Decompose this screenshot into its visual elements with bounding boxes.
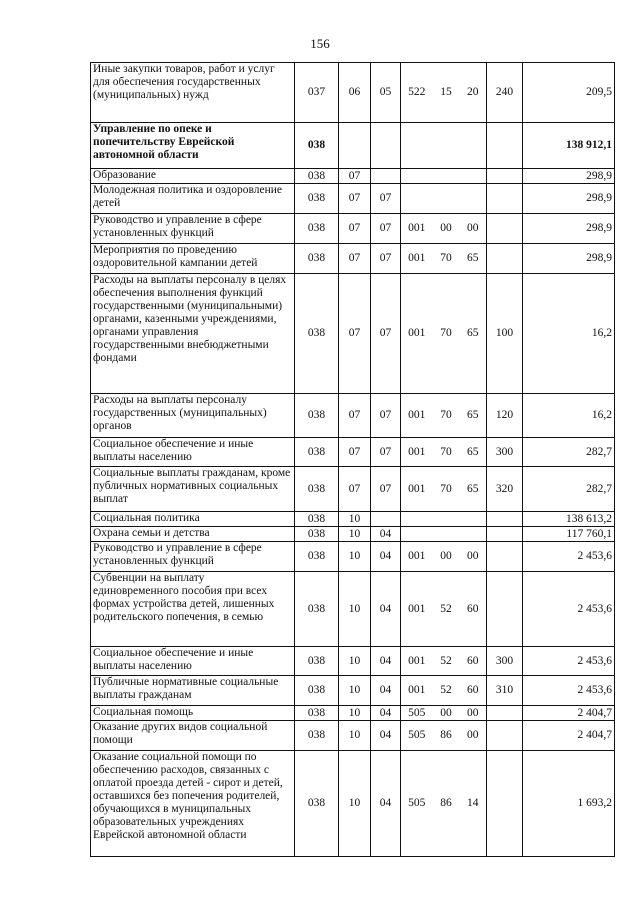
target-article-part2-cell	[433, 123, 460, 169]
target-article-part1-cell: 505	[401, 751, 433, 857]
amount-cell: 209,5	[523, 63, 615, 123]
section-code-cell: 07	[339, 438, 371, 467]
amount-cell: 282,7	[523, 467, 615, 512]
ved-code-cell: 038	[295, 394, 339, 438]
section-code-cell: 10	[339, 542, 371, 572]
table-row	[91, 706, 615, 721]
amount-cell: 138 613,2	[523, 512, 615, 527]
expense-type-cell: 240	[487, 63, 523, 123]
target-article-part3-cell: 60	[460, 647, 487, 676]
ved-code-cell: 038	[295, 647, 339, 676]
subsection-code-cell: 07	[371, 438, 401, 467]
amount-cell: 298,9	[523, 244, 615, 274]
section-code-cell: 10	[339, 721, 371, 751]
target-article-part3-cell: 60	[460, 676, 487, 706]
expense-type-cell: 300	[487, 647, 523, 676]
target-article-part2-cell: 70	[433, 274, 460, 394]
amount-cell: 16,2	[523, 394, 615, 438]
ved-code-cell: 038	[295, 527, 339, 542]
section-code-cell: 10	[339, 647, 371, 676]
target-article-part1-cell: 505	[401, 706, 433, 721]
ved-code-cell: 038	[295, 184, 339, 214]
expense-type-cell	[487, 542, 523, 572]
target-article-part3-cell: 00	[460, 542, 487, 572]
ved-code-cell: 038	[295, 274, 339, 394]
amount-cell: 16,2	[523, 274, 615, 394]
target-article-part2-cell: 52	[433, 572, 460, 647]
expense-type-cell: 310	[487, 676, 523, 706]
target-article-part1-cell: 001	[401, 542, 433, 572]
subsection-code-cell: 04	[371, 706, 401, 721]
amount-cell: 2 453,6	[523, 572, 615, 647]
subsection-code-cell: 04	[371, 647, 401, 676]
table-body	[91, 63, 615, 857]
section-code-cell: 07	[339, 214, 371, 244]
target-article-part1-cell: 522	[401, 63, 433, 123]
subsection-code-cell	[371, 169, 401, 184]
target-article-part1-cell: 505	[401, 721, 433, 751]
row-name-cell: Расходы на выплаты персоналу в целях обеспечения выполнения функций государственными (муниципальными) органами, казенными учреждениями, органами управления государственными внебюджетными фондами	[91, 274, 295, 394]
ved-code-cell: 038	[295, 721, 339, 751]
target-article-part2-cell: 00	[433, 542, 460, 572]
target-article-part3-cell	[460, 169, 487, 184]
target-article-part1-cell	[401, 169, 433, 184]
table-row	[91, 676, 615, 706]
table-row	[91, 647, 615, 676]
subsection-code-cell: 04	[371, 676, 401, 706]
target-article-part1-cell: 001	[401, 572, 433, 647]
table-row	[91, 214, 615, 244]
section-code-cell	[339, 123, 371, 169]
table-row	[91, 63, 615, 123]
target-article-part3-cell: 14	[460, 751, 487, 857]
expense-type-cell: 300	[487, 438, 523, 467]
subsection-code-cell: 07	[371, 274, 401, 394]
table-row	[91, 467, 615, 512]
target-article-part1-cell: 001	[401, 394, 433, 438]
row-name-cell: Расходы на выплаты персоналу государственных (муниципальных) органов	[91, 394, 295, 438]
target-article-part2-cell: 00	[433, 214, 460, 244]
target-article-part1-cell: 001	[401, 244, 433, 274]
subsection-code-cell: 07	[371, 467, 401, 512]
row-name-cell: Публичные нормативные социальные выплаты гражданам	[91, 676, 295, 706]
ved-code-cell: 038	[295, 751, 339, 857]
subsection-code-cell: 04	[371, 751, 401, 857]
table-row	[91, 123, 615, 169]
target-article-part3-cell: 00	[460, 721, 487, 751]
row-name-cell: Социальное обеспечение и иные выплаты населению	[91, 647, 295, 676]
target-article-part2-cell	[433, 512, 460, 527]
target-article-part3-cell	[460, 527, 487, 542]
ved-code-cell: 038	[295, 572, 339, 647]
amount-cell: 2 404,7	[523, 706, 615, 721]
row-name-cell: Руководство и управление в сфере установленных функций	[91, 214, 295, 244]
target-article-part1-cell	[401, 512, 433, 527]
amount-cell: 298,9	[523, 184, 615, 214]
expense-type-cell	[487, 572, 523, 647]
target-article-part1-cell	[401, 123, 433, 169]
target-article-part1-cell: 001	[401, 676, 433, 706]
target-article-part2-cell: 70	[433, 438, 460, 467]
section-code-cell: 10	[339, 706, 371, 721]
amount-cell: 117 760,1	[523, 527, 615, 542]
ved-code-cell: 038	[295, 169, 339, 184]
target-article-part1-cell	[401, 184, 433, 214]
section-code-cell: 10	[339, 527, 371, 542]
expense-type-cell	[487, 214, 523, 244]
target-article-part3-cell: 00	[460, 214, 487, 244]
target-article-part2-cell: 52	[433, 676, 460, 706]
subsection-code-cell: 04	[371, 721, 401, 751]
amount-cell: 298,9	[523, 214, 615, 244]
target-article-part1-cell: 001	[401, 438, 433, 467]
table-row	[91, 527, 615, 542]
row-name-cell: Социальная политика	[91, 512, 295, 527]
expense-type-cell	[487, 169, 523, 184]
table-row	[91, 512, 615, 527]
target-article-part3-cell: 65	[460, 438, 487, 467]
target-article-part1-cell: 001	[401, 274, 433, 394]
amount-cell: 2 404,7	[523, 721, 615, 751]
amount-cell: 1 693,2	[523, 751, 615, 857]
section-code-cell: 10	[339, 512, 371, 527]
section-code-cell: 10	[339, 676, 371, 706]
expense-type-cell	[487, 751, 523, 857]
ved-code-cell: 038	[295, 244, 339, 274]
section-code-cell: 06	[339, 63, 371, 123]
section-code-cell: 10	[339, 572, 371, 647]
ved-code-cell: 037	[295, 63, 339, 123]
section-code-cell: 07	[339, 169, 371, 184]
target-article-part2-cell	[433, 527, 460, 542]
table-row	[91, 721, 615, 751]
target-article-part3-cell: 65	[460, 394, 487, 438]
ved-code-cell: 038	[295, 512, 339, 527]
target-article-part3-cell	[460, 123, 487, 169]
amount-cell: 2 453,6	[523, 647, 615, 676]
expense-type-cell	[487, 721, 523, 751]
section-code-cell: 07	[339, 467, 371, 512]
target-article-part2-cell	[433, 169, 460, 184]
target-article-part2-cell: 86	[433, 721, 460, 751]
expense-type-cell	[487, 123, 523, 169]
expense-type-cell	[487, 244, 523, 274]
target-article-part3-cell	[460, 184, 487, 214]
subsection-code-cell: 04	[371, 572, 401, 647]
target-article-part2-cell: 70	[433, 467, 460, 512]
target-article-part3-cell: 65	[460, 467, 487, 512]
section-code-cell: 07	[339, 244, 371, 274]
expense-type-cell: 320	[487, 467, 523, 512]
table-row	[91, 751, 615, 857]
row-name-cell: Социальная помощь	[91, 706, 295, 721]
row-name-cell: Субвенции на выплату единовременного пособия при всех формах устройства детей, лишенных родительского попечения, в семью	[91, 572, 295, 647]
ved-code-cell: 038	[295, 542, 339, 572]
amount-cell: 282,7	[523, 438, 615, 467]
section-code-cell: 07	[339, 274, 371, 394]
target-article-part2-cell: 86	[433, 751, 460, 857]
table-row	[91, 184, 615, 214]
target-article-part3-cell: 60	[460, 572, 487, 647]
subsection-code-cell: 07	[371, 394, 401, 438]
target-article-part3-cell: 20	[460, 63, 487, 123]
target-article-part2-cell: 70	[433, 244, 460, 274]
target-article-part1-cell: 001	[401, 647, 433, 676]
section-code-cell: 07	[339, 394, 371, 438]
ved-code-cell: 038	[295, 706, 339, 721]
subsection-code-cell: 07	[371, 244, 401, 274]
page-number: 156	[310, 36, 330, 51]
target-article-part3-cell: 00	[460, 706, 487, 721]
target-article-part3-cell: 65	[460, 274, 487, 394]
table-row	[91, 169, 615, 184]
ved-code-cell: 038	[295, 438, 339, 467]
subsection-code-cell: 05	[371, 63, 401, 123]
row-name-cell: Социальное обеспечение и иные выплаты населению	[91, 438, 295, 467]
ved-code-cell: 038	[295, 214, 339, 244]
target-article-part1-cell: 001	[401, 467, 433, 512]
expense-type-cell	[487, 527, 523, 542]
section-code-cell: 10	[339, 751, 371, 857]
ved-code-cell: 038	[295, 123, 339, 169]
target-article-part3-cell	[460, 512, 487, 527]
table-row	[91, 274, 615, 394]
row-name-cell: Молодежная политика и оздоровление детей	[91, 184, 295, 214]
subsection-code-cell	[371, 512, 401, 527]
row-name-cell: Оказание социальной помощи по обеспечению расходов, связанных с оплатой проезда детей - сирот и детей, оставшихся без попечения родителей, обучающихся в муниципальных образовательных учреждениях Еврейской автономной области	[91, 751, 295, 857]
amount-cell: 298,9	[523, 169, 615, 184]
ved-code-cell: 038	[295, 467, 339, 512]
target-article-part3-cell: 65	[460, 244, 487, 274]
table-row	[91, 394, 615, 438]
subsection-code-cell: 04	[371, 527, 401, 542]
target-article-part2-cell: 52	[433, 647, 460, 676]
row-name-cell: Образование	[91, 169, 295, 184]
subsection-code-cell	[371, 123, 401, 169]
row-name-cell: Мероприятия по проведению оздоровительной кампании детей	[91, 244, 295, 274]
expense-type-cell	[487, 706, 523, 721]
amount-cell: 138 912,1	[523, 123, 615, 169]
row-name-cell: Управление по опеке и попечительству Еврейской автономной области	[91, 123, 295, 169]
table-row	[91, 542, 615, 572]
target-article-part2-cell: 15	[433, 63, 460, 123]
target-article-part2-cell: 00	[433, 706, 460, 721]
table-row	[91, 572, 615, 647]
ved-code-cell: 038	[295, 676, 339, 706]
row-name-cell: Руководство и управление в сфере установленных функций	[91, 542, 295, 572]
expense-type-cell: 120	[487, 394, 523, 438]
expense-type-cell: 100	[487, 274, 523, 394]
row-name-cell: Оказание других видов социальной помощи	[91, 721, 295, 751]
subsection-code-cell: 07	[371, 214, 401, 244]
row-name-cell: Иные закупки товаров, работ и услуг для обеспечения государственных (муниципальных) нужд	[91, 63, 295, 123]
target-article-part1-cell: 001	[401, 214, 433, 244]
section-code-cell: 07	[339, 184, 371, 214]
subsection-code-cell: 04	[371, 542, 401, 572]
row-name-cell: Охрана семьи и детства	[91, 527, 295, 542]
subsection-code-cell: 07	[371, 184, 401, 214]
table-row	[91, 438, 615, 467]
target-article-part2-cell: 70	[433, 394, 460, 438]
expense-type-cell	[487, 512, 523, 527]
budget-table	[90, 62, 615, 857]
table-row	[91, 244, 615, 274]
target-article-part2-cell	[433, 184, 460, 214]
amount-cell: 2 453,6	[523, 542, 615, 572]
row-name-cell: Социальные выплаты гражданам, кроме публичных нормативных социальных выплат	[91, 467, 295, 512]
target-article-part1-cell	[401, 527, 433, 542]
expense-type-cell	[487, 184, 523, 214]
amount-cell: 2 453,6	[523, 676, 615, 706]
